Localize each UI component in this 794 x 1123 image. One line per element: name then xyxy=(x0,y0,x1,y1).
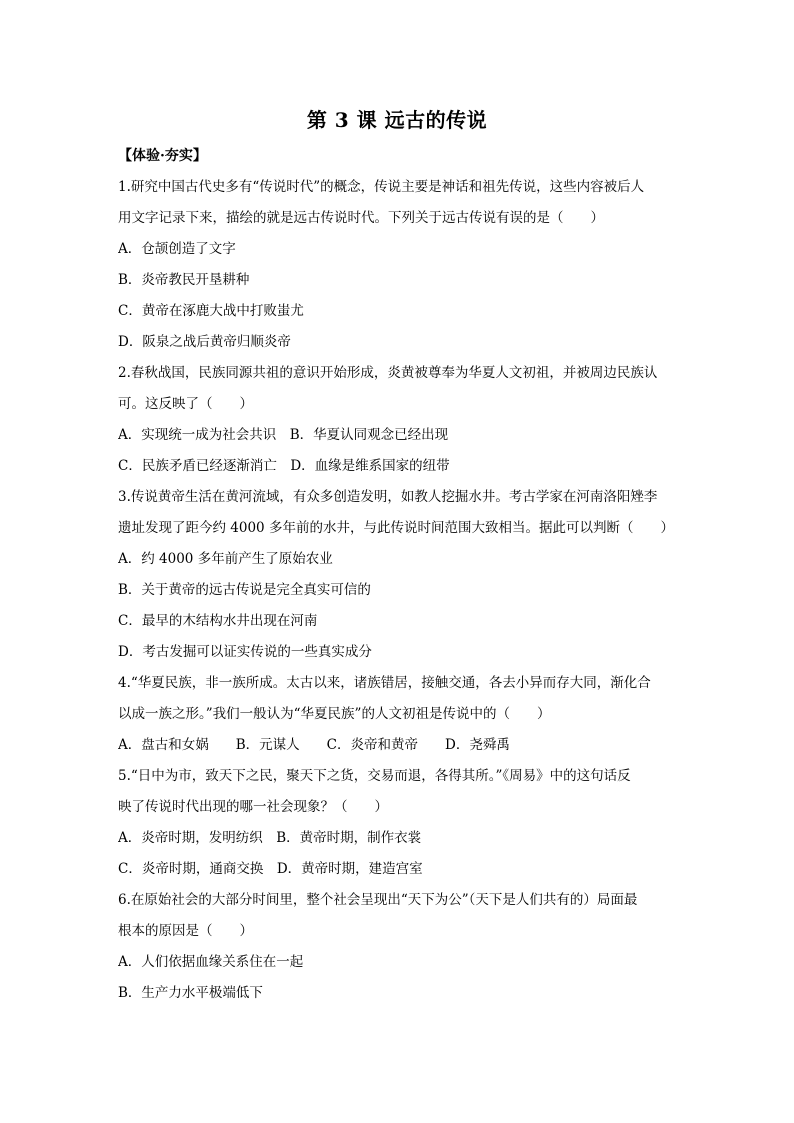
q5-options-ab: A．炎帝时期，发明纺织 B．黄帝时期，制作衣裳 xyxy=(118,830,422,846)
q4-stem-line-1: 4.“华夏民族，非一族所成。太古以来，诸族错居，接触交通，各去小异而存大同，渐化合 xyxy=(118,675,651,691)
q5-stem-line-1: 5.“日中为市，致天下之民，聚天下之货，交易而退，各得其所。”《周易》中的这句话反 xyxy=(118,768,631,784)
q3-option-a: A．约 4000 多年前产生了原始农业 xyxy=(118,551,333,567)
q6-stem-line-2: 根本的原因是（ ） xyxy=(118,923,253,939)
q6-option-a: A．人们依据血缘关系住在一起 xyxy=(118,954,304,970)
q1-option-d: D．阪泉之战后黄帝归顺炎帝 xyxy=(118,334,291,350)
q1-stem-line-1: 1.研究中国古代史多有“传说时代”的概念，传说主要是神话和祖先传说，这些内容被后人 xyxy=(118,179,645,195)
q5-options-cd: C．炎帝时期，通商交换 D．黄帝时期，建造宫室 xyxy=(118,861,423,877)
q3-stem-line-2: 遗址发现了距今约 4000 多年前的水井，与此传说时间范围大致相当。据此可以判断（ ） xyxy=(118,520,674,536)
q3-stem-line-1: 3.传说黄帝生活在黄河流域，有众多创造发明，如教人挖掘水井。考古学家在河南洛阳矬李 xyxy=(118,489,658,505)
q6-stem-line-1: 6.在原始社会的大部分时间里，整个社会呈现出“天下为公”（天下是人们共有的）局面最 xyxy=(118,892,638,908)
q3-option-c: C．最早的木结构水井出现在河南 xyxy=(118,613,318,629)
section-heading: 【体验·夯实】 xyxy=(118,148,207,164)
q2-options-cd: C．民族矛盾已经逐渐消亡 D．血缘是维系国家的纽带 xyxy=(118,458,450,474)
q2-options-ab: A．实现统一成为社会共识 B．华夏认同观念已经出现 xyxy=(118,427,449,443)
q3-option-b: B．关于黄帝的远古传说是完全真实可信的 xyxy=(118,582,371,598)
q2-stem-line-2: 可。这反映了（ ） xyxy=(118,396,253,412)
page-title: 第 3 课 远古的传说 xyxy=(306,108,488,132)
q4-stem-line-2: 以成一族之形。”我们一般认为“华夏民族”的人文初祖是传说中的（ ） xyxy=(118,706,551,722)
q1-option-b: B．炎帝教民开垦耕种 xyxy=(118,272,250,288)
q5-stem-line-2: 映了传说时代出现的哪一社会现象？（ ） xyxy=(118,799,388,815)
q6-option-b: B．生产力水平极端低下 xyxy=(118,985,263,1001)
q1-option-c: C．黄帝在涿鹿大战中打败蚩尤 xyxy=(118,303,304,319)
q1-stem-line-2: 用文字记录下来，描绘的就是远古传说时代。下列关于远古传说有误的是（ ） xyxy=(118,210,604,226)
q1-option-a: A．仓颉创造了文字 xyxy=(118,241,236,257)
q2-stem-line-1: 2.春秋战国，民族同源共祖的意识开始形成，炎黄被尊奉为华夏人文初祖，并被周边民族认 xyxy=(118,365,658,381)
q4-options: A．盘古和女娲 B．元谋人 C．炎帝和黄帝 D．尧舜禹 xyxy=(118,737,510,753)
question-list xyxy=(118,172,684,1009)
q3-option-d: D．考古发掘可以证实传说的一些真实成分 xyxy=(118,644,372,660)
